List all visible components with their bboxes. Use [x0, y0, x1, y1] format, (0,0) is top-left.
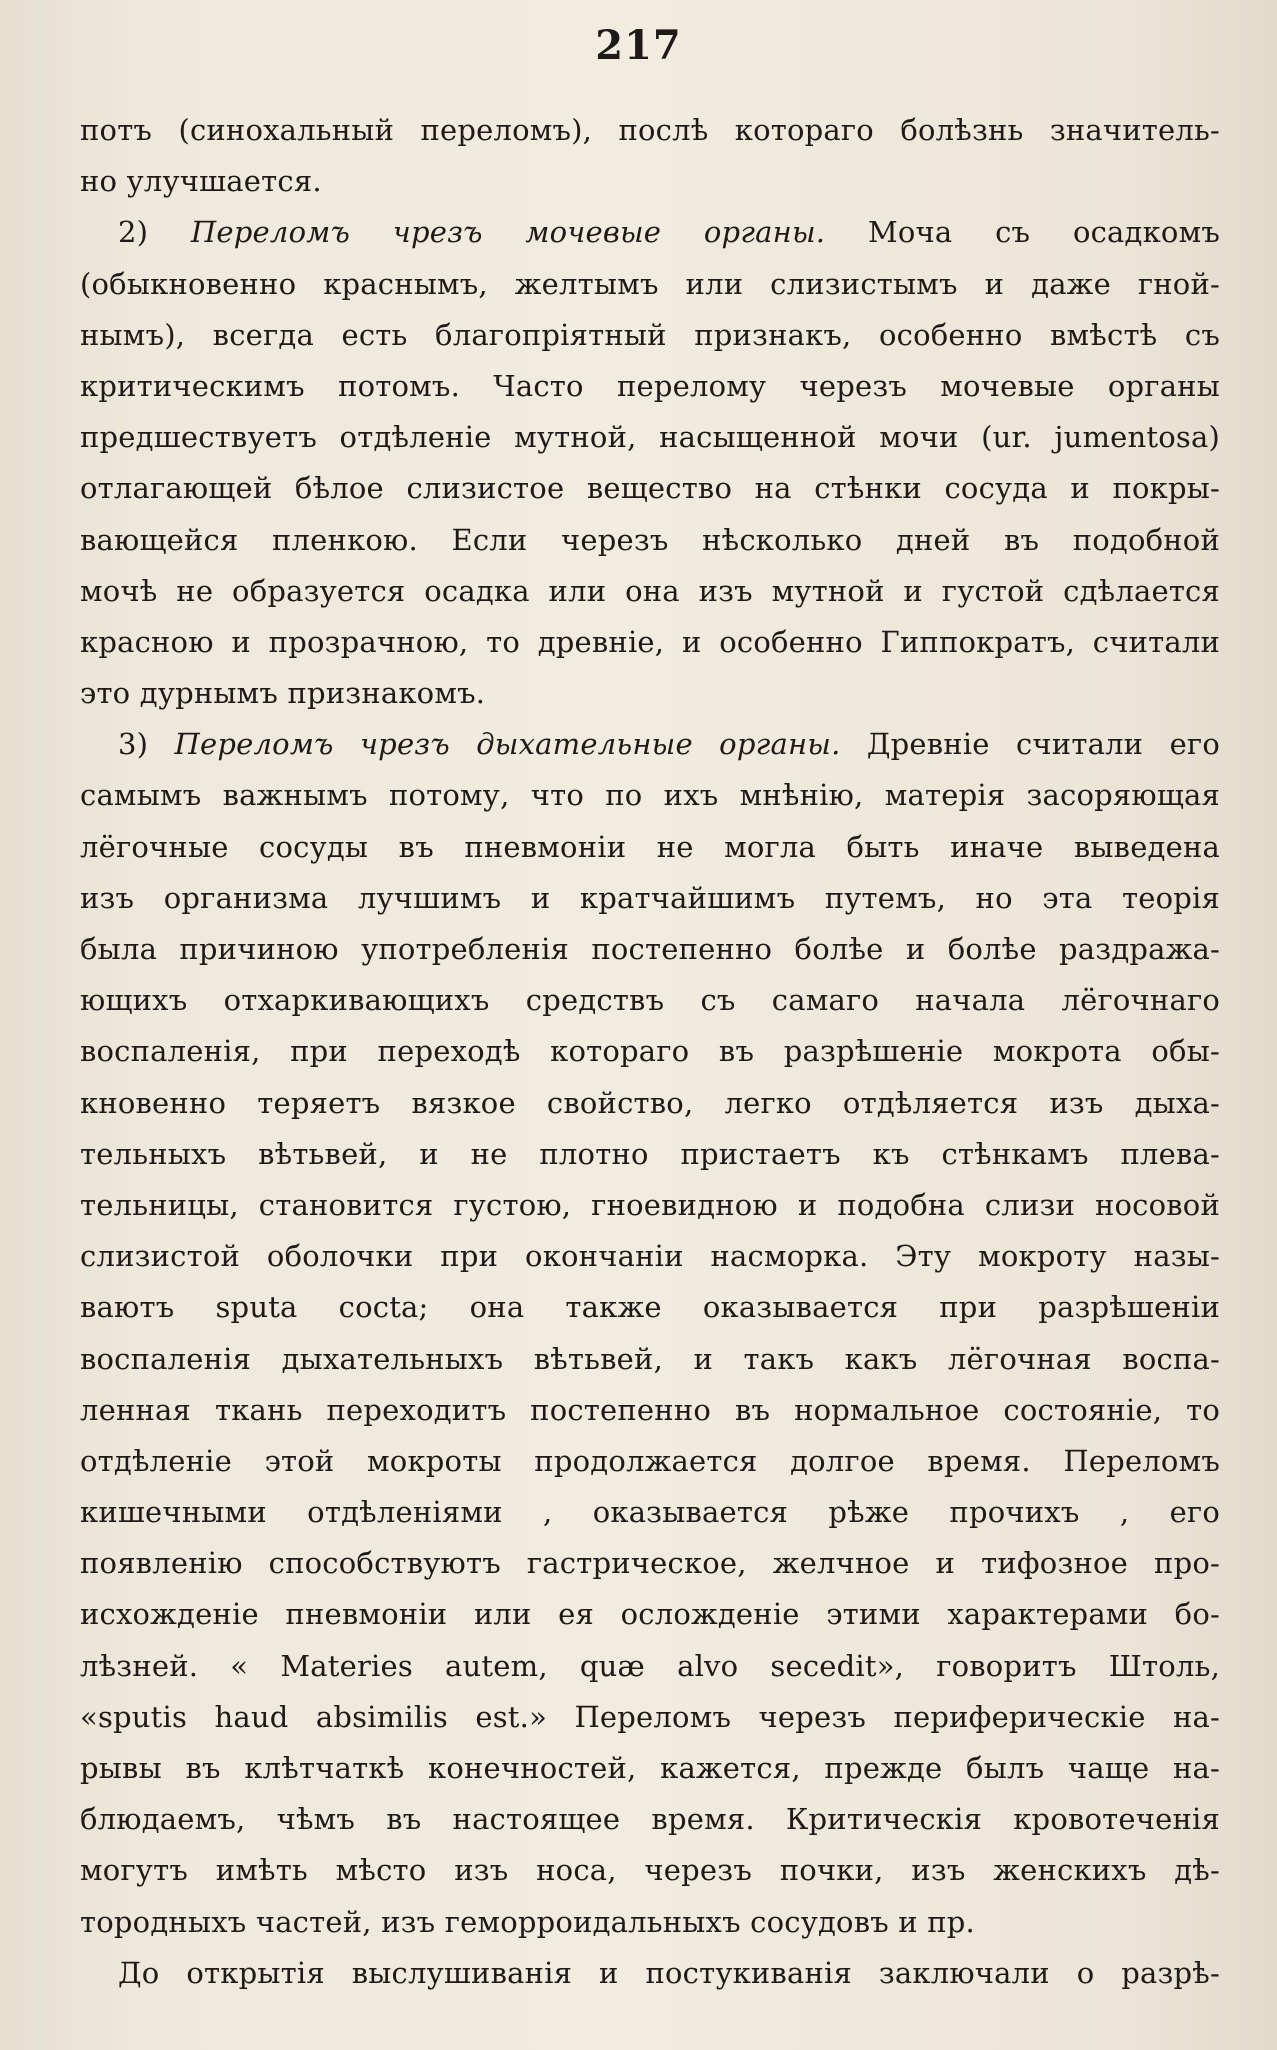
- text-line: кишечными отдѣленіями , оказывается рѣже прочихъ , его: [80, 1495, 1220, 1530]
- text-line: тельницы, становится густою, гноевидною и подобна слизи носовой: [80, 1187, 1220, 1222]
- text-line: но улучшается.: [80, 164, 322, 199]
- text-line: могутъ имѣть мѣсто изъ носа, черезъ почки, изъ женскихъ дѣ-: [80, 1853, 1220, 1888]
- text-line: тородныхъ частей, изъ геморроидальныхъ сосудовъ и пр.: [80, 1904, 975, 1939]
- text-line: красною и прозрачною, то древніе, и особенно Гиппократъ, считали: [80, 624, 1220, 659]
- text-line: блюдаемъ, чѣмъ въ настоящее время. Критическія кровотеченія: [80, 1802, 1220, 1837]
- text-line: ваютъ sputa cocta; она также оказывается при разрѣшеніи: [80, 1290, 1220, 1325]
- text-line: (обыкновенно краснымъ, желтымъ или слизистымъ и даже гной-: [80, 266, 1220, 301]
- text-line: самымъ важнымъ потому, что по ихъ мнѣнію, матерія засоряющая: [80, 778, 1220, 813]
- text-line: отлагающей бѣлое слизистое вещество на стѣнки сосуда и покры-: [80, 471, 1220, 506]
- section-heading-line: 2) Переломъ чрезъ мочевые органы. Моча съ осадкомъ: [118, 215, 1220, 250]
- text-line: тельныхъ вѣтьвей, и не плотно пристаетъ къ стѣнкамъ плева-: [80, 1136, 1220, 1171]
- text-line: слизистой оболочки при окончаніи насморка. Эту мокроту назы-: [80, 1239, 1220, 1274]
- text-line: отдѣленіе этой мокроты продолжается долгое время. Переломъ: [80, 1443, 1220, 1478]
- page-number: 217: [595, 22, 682, 69]
- text-line: была причиною употребленія постепенно болѣе и болѣе раздража-: [80, 932, 1220, 966]
- text-line: ющихъ отхаркивающихъ средствъ съ самаго начала лёгочнаго: [80, 983, 1220, 1018]
- text-line: воспаленія, при переходѣ котораго въ разрѣшеніе мокрота обы-: [80, 1034, 1220, 1069]
- text-line: До открытія выслушиванія и постукиванія заключали о разрѣ-: [118, 1955, 1220, 1990]
- text-line: лёгочные сосуды въ пневмоніи не могла быть иначе выведена: [80, 829, 1220, 864]
- section-title: Переломъ чрезъ мочевые органы.: [190, 215, 826, 250]
- section-heading-line: 3) Переломъ чрезъ дыхательные органы. Древніе считали его: [118, 727, 1220, 762]
- text-line: кновенно теряетъ вязкое свойство, легко отдѣляется изъ дыха-: [80, 1085, 1220, 1120]
- body-text: [80, 105, 1220, 1999]
- text-line: это дурнымъ признакомъ.: [80, 676, 486, 711]
- text-line: нымъ), всегда есть благопріятный признакъ, особенно вмѣстѣ съ: [80, 317, 1220, 352]
- text-line: вающейся пленкою. Если черезъ нѣсколько дней въ подобной: [80, 522, 1220, 557]
- text-line: рывы въ клѣтчаткѣ конечностей, кажется, прежде былъ чаще на-: [80, 1751, 1220, 1785]
- text-line: критическимъ потомъ. Часто перелому черезъ мочевые органы: [80, 368, 1220, 403]
- section-title: Переломъ чрезъ дыхательные органы.: [174, 727, 841, 762]
- text-line: ленная ткань переходитъ постепенно въ нормальное состояніе, то: [80, 1392, 1220, 1427]
- text-line: изъ организма лучшимъ и кратчайшимъ путемъ, но эта теорія: [80, 880, 1220, 915]
- text-line: потъ (синохальный переломъ), послѣ котораго болѣзнь значитель-: [80, 113, 1220, 147]
- text-line: лѣзней. « Materies autem, quæ alvo secedit», говоритъ Штоль,: [80, 1648, 1220, 1683]
- text-line: предшествуетъ отдѣленіе мутной, насыщенной мочи (ur. jumentosa): [80, 420, 1220, 455]
- text-line: исхожденіе пневмоніи или ея осложденіе этими характерами бо-: [80, 1597, 1220, 1632]
- text-line: появленію способствуютъ гастрическое, желчное и тифозное про-: [80, 1546, 1220, 1581]
- text-line: мочѣ не образуется осадка или она изъ мутной и густой сдѣлается: [80, 573, 1220, 608]
- text-line: «sputis haud absimilis est.» Переломъ черезъ периферическіе на-: [80, 1699, 1220, 1734]
- text-line: воспаленія дыхательныхъ вѣтьвей, и такъ какъ лёгочная воспа-: [80, 1341, 1220, 1376]
